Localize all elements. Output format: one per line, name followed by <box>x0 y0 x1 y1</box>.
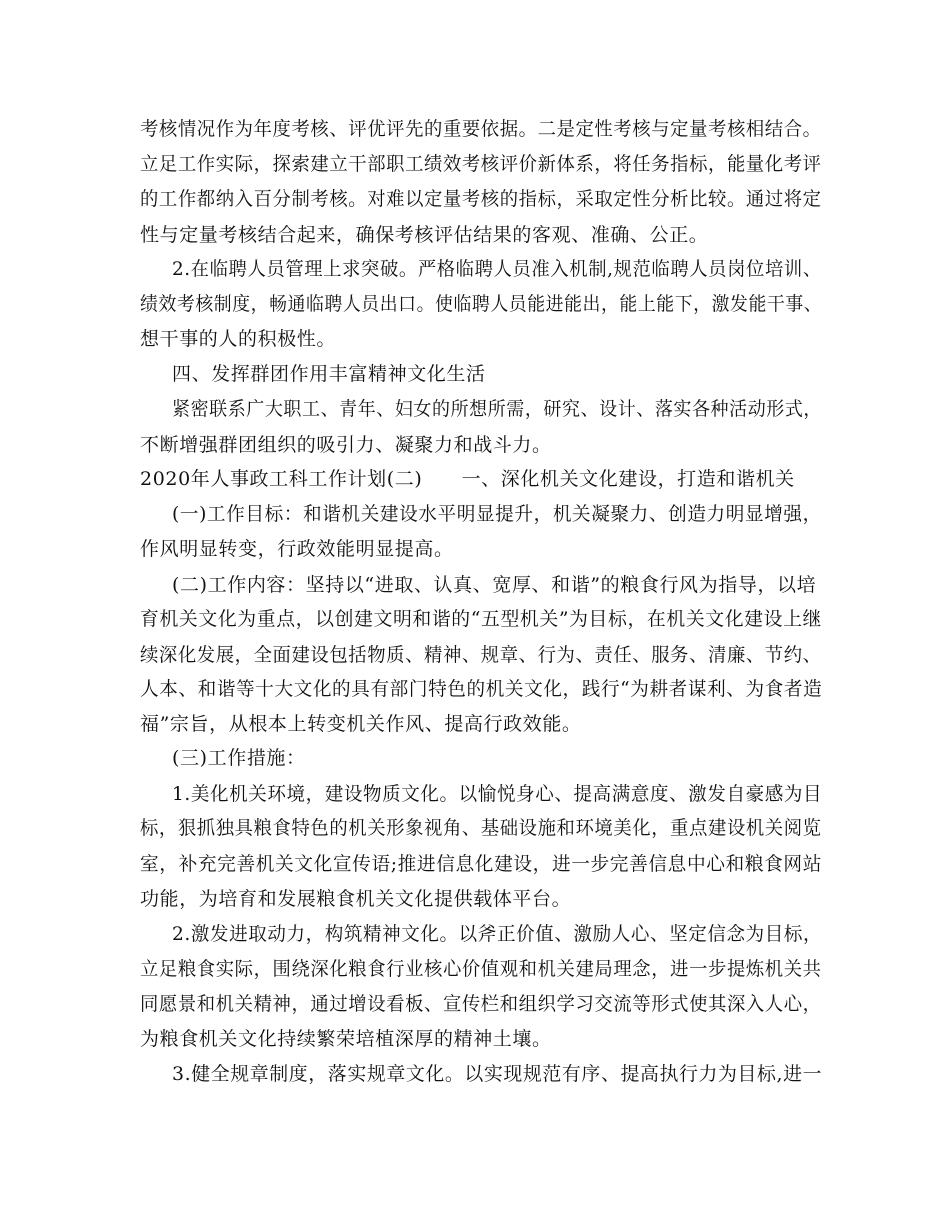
text-line: 3.健全规章制度，落实规章文化。以实现规范有序、提高执行力为目标,进一 <box>172 1063 823 1085</box>
text-line: 考核情况作为年度考核、评优评先的重要依据。二是定性考核与定量考核相结合。 <box>140 118 822 140</box>
text-line: 福”宗旨，从根本上转变机关作风、提高行政效能。 <box>140 713 582 735</box>
text-line: (一)工作目标：和谐机关建设水平明显提升，机关凝聚力、创造力明显增强， <box>172 503 822 525</box>
text-line: 紧密联系广大职工、青年、妇女的所想所需，研究、设计、落实各种活动形式， <box>172 398 822 420</box>
text-line: 的工作都纳入百分制考核。对难以定量考核的指标，采取定性分析比较。通过将定 <box>140 188 822 210</box>
text-line: 想干事的人的积极性。 <box>140 328 337 350</box>
text-line: 不断增强群团组织的吸引力、凝聚力和战斗力。 <box>140 434 552 456</box>
text-line: 同愿景和机关精神，通过增设看板、宣传栏和组织学习交流等形式使其深入人心， <box>140 993 822 1015</box>
text-line: 2.激发进取动力，构筑精神文化。以斧正价值、激励人心、坚定信念为目标， <box>172 923 823 945</box>
text-line: 育机关文化为重点，以创建文明和谐的“五型机关”为目标，在机关文化建设上继 <box>140 608 823 630</box>
document-title-line: 2020年人事政工科工作计划(二) 一、深化机关文化建设，打造和谐机关 <box>140 468 795 490</box>
text-line: 1.美化机关环境，建设物质文化。以愉悦身心、提高满意度、激发自豪感为目 <box>172 783 823 805</box>
text-line: 标，狠抓独具粮食特色的机关形象视角、基础设施和环境美化，重点建设机关阅览 <box>140 817 822 839</box>
section-heading: (三)工作措施： <box>172 747 306 769</box>
text-line: 为粮食机关文化持续繁荣培植深厚的精神土壤。 <box>140 1028 552 1050</box>
text-line: 立足工作实际，探索建立干部职工绩效考核评价新体系，将任务指标，能量化考评 <box>140 153 822 175</box>
text-line: (二)工作内容：坚持以“进取、认真、宽厚、和谐”的粮食行风为指导，以培 <box>172 574 817 596</box>
text-line: 功能，为培育和发展粮食机关文化提供载体平台。 <box>140 888 572 910</box>
text-line: 绩效考核制度，畅通临聘人员出口。使临聘人员能进能出，能上能下，激发能干事、 <box>140 293 823 315</box>
text-line: 续深化发展，全面建设包括物质、精神、规章、行为、责任、服务、清廉、节约、 <box>140 644 822 666</box>
text-line: 人本、和谐等十大文化的具有部门特色的机关文化，践行“为耕者谋利、为食者造 <box>140 678 823 700</box>
text-line: 作风明显转变，行政效能明显提高。 <box>140 538 454 560</box>
text-line: 立足粮食实际，围绕深化粮食行业核心价值观和机关建局理念，进一步提炼机关共 <box>140 958 822 980</box>
text-line: 性与定量考核结合起来，确保考核评估结果的客观、准确、公正。 <box>140 224 709 246</box>
text-line: 2.在临聘人员管理上求突破。严格临聘人员准入机制,规范临聘人员岗位培训、 <box>172 258 822 280</box>
text-line: 室，补充完善机关文化宣传语;推进信息化建设，进一步完善信息中心和粮食网站 <box>140 853 822 875</box>
section-heading: 四、发挥群团作用丰富精神文化生活 <box>172 363 486 385</box>
